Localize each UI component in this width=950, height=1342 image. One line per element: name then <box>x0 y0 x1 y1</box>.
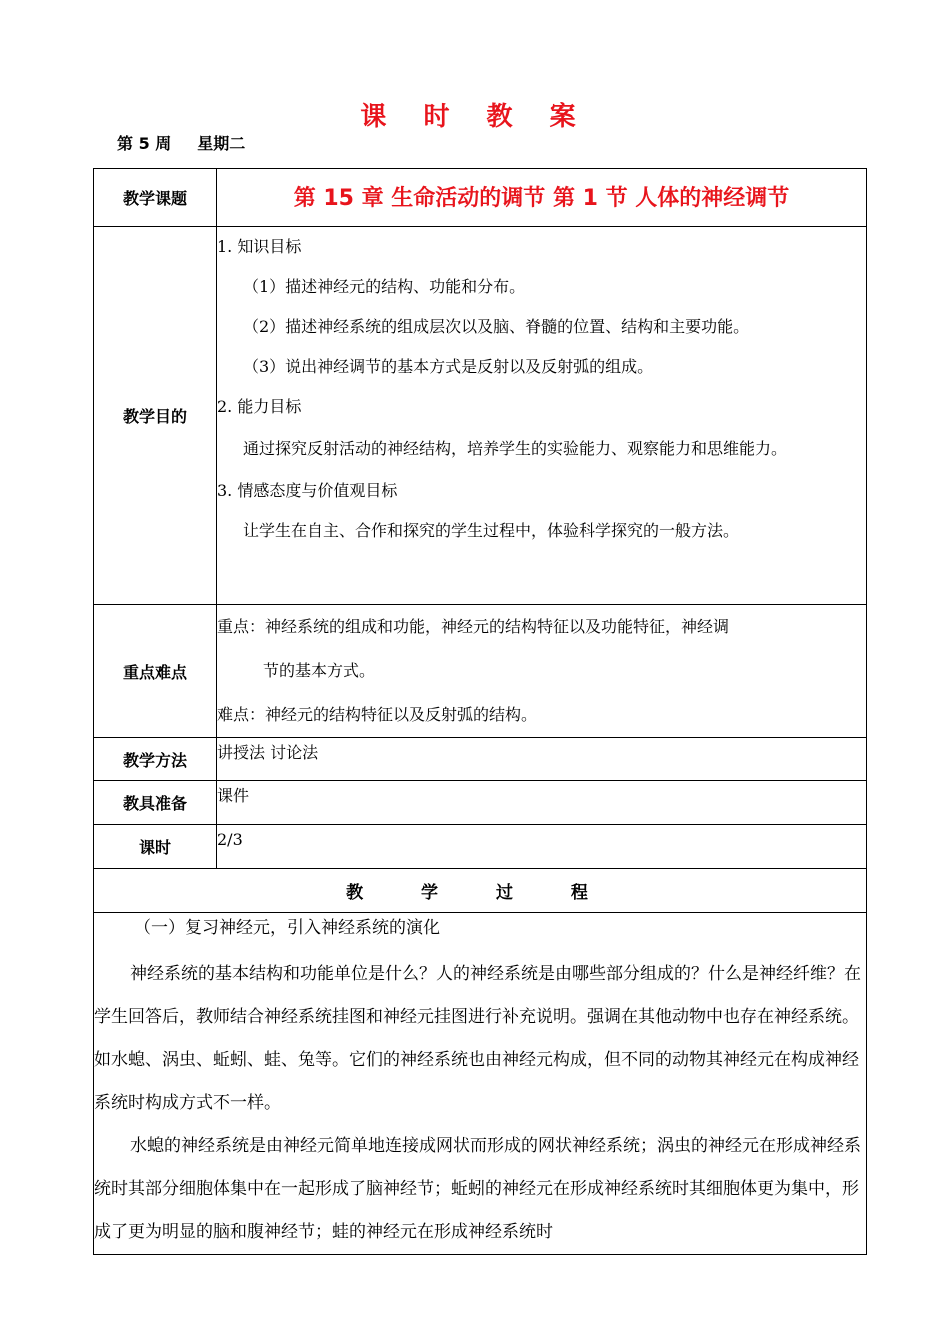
method-label: 教学方法 <box>94 738 217 781</box>
emotion-goal-text: 让学生在自主、合作和探究的学生过程中，体验科学探究的一般方法。 <box>243 521 740 540</box>
weekday: 星期二 <box>197 134 246 153</box>
process-body <box>94 913 867 1255</box>
process-paragraph-2: 水螅的神经系统是由神经元简单地连接成网状而形成的网状神经系统；涡虫的神经元在形成神经系统时其部分细胞体集中在一起形成了脑神经节；蚯蚓的神经元在形成神经系统时其细胞体更为集中，形成了更为明显的脑和腹神经节；蛙的神经元在形成神经系统时 <box>94 1136 861 1242</box>
key-difficulty-label: 重点难点 <box>94 605 217 738</box>
topic-label: 教学课题 <box>94 169 217 227</box>
ability-goal-title: 2. 能力目标 <box>217 397 302 416</box>
knowledge-goal-title: 1. 知识目标 <box>217 237 302 256</box>
hours-value: 2/3 <box>217 825 867 869</box>
ability-goal-text: 通过探究反射活动的神经结构，培养学生的实验能力、观察能力和思维能力。 <box>243 439 788 458</box>
topic-cell <box>217 169 867 227</box>
knowledge-goal-1: （1）描述神经元的结构、功能和分布。 <box>243 277 526 296</box>
week-number: 第 5 周 <box>117 134 172 153</box>
method-row <box>94 738 867 781</box>
knowledge-goal-2: （2）描述神经系统的组成层次以及脑、脊髓的位置、结构和主要功能。 <box>243 317 750 336</box>
knowledge-goal-3: （3）说出神经调节的基本方式是反射以及反射弧的组成。 <box>243 357 654 376</box>
tools-row <box>94 781 867 825</box>
process-paragraph-1: 神经系统的基本结构和功能单位是什么？人的神经系统是由哪些部分组成的？什么是神经纤维？在学生回答后，教师结合神经系统挂图和神经元挂图进行补充说明。强调在其他动物中也存在神经系统。如水螅、涡虫、蚯蚓、蛙、兔等。它们的神经系统也由神经元构成，但不同的动物其神经元在构成神经系统时构成方式不一样。 <box>94 964 861 1113</box>
process-header-row <box>94 869 867 913</box>
process-title: 教 学 过 程 <box>94 869 867 913</box>
document-title: 课 时 教 案 <box>360 102 590 132</box>
key-difficulty-cell <box>217 605 867 738</box>
key-point-continued: 节的基本方式。 <box>263 661 376 680</box>
method-value: 讲授法 讨论法 <box>217 738 867 781</box>
week-info <box>117 131 245 154</box>
process-body-row <box>94 913 867 1255</box>
key-difficulty-row <box>94 605 867 738</box>
process-section-1-title: （一）复习神经元，引入神经系统的演化 <box>134 918 440 938</box>
hours-label: 课时 <box>94 825 217 869</box>
topic-row <box>94 169 867 227</box>
objectives-row <box>94 227 867 605</box>
key-point: 重点：神经系统的组成和功能，神经元的结构特征以及功能特征，神经调 <box>217 617 730 636</box>
lesson-topic: 第 15 章 生命活动的调节 第 1 节 人体的神经调节 <box>293 185 790 211</box>
objectives-label: 教学目的 <box>94 227 217 605</box>
difficulty: 难点：神经元的结构特征以及反射弧的结构。 <box>217 705 538 724</box>
lesson-plan-table <box>93 168 867 1255</box>
emotion-goal-title: 3. 情感态度与价值观目标 <box>217 481 398 500</box>
objectives-cell <box>217 227 867 605</box>
tools-value: 课件 <box>217 781 867 825</box>
hours-row <box>94 825 867 869</box>
tools-label: 教具准备 <box>94 781 217 825</box>
